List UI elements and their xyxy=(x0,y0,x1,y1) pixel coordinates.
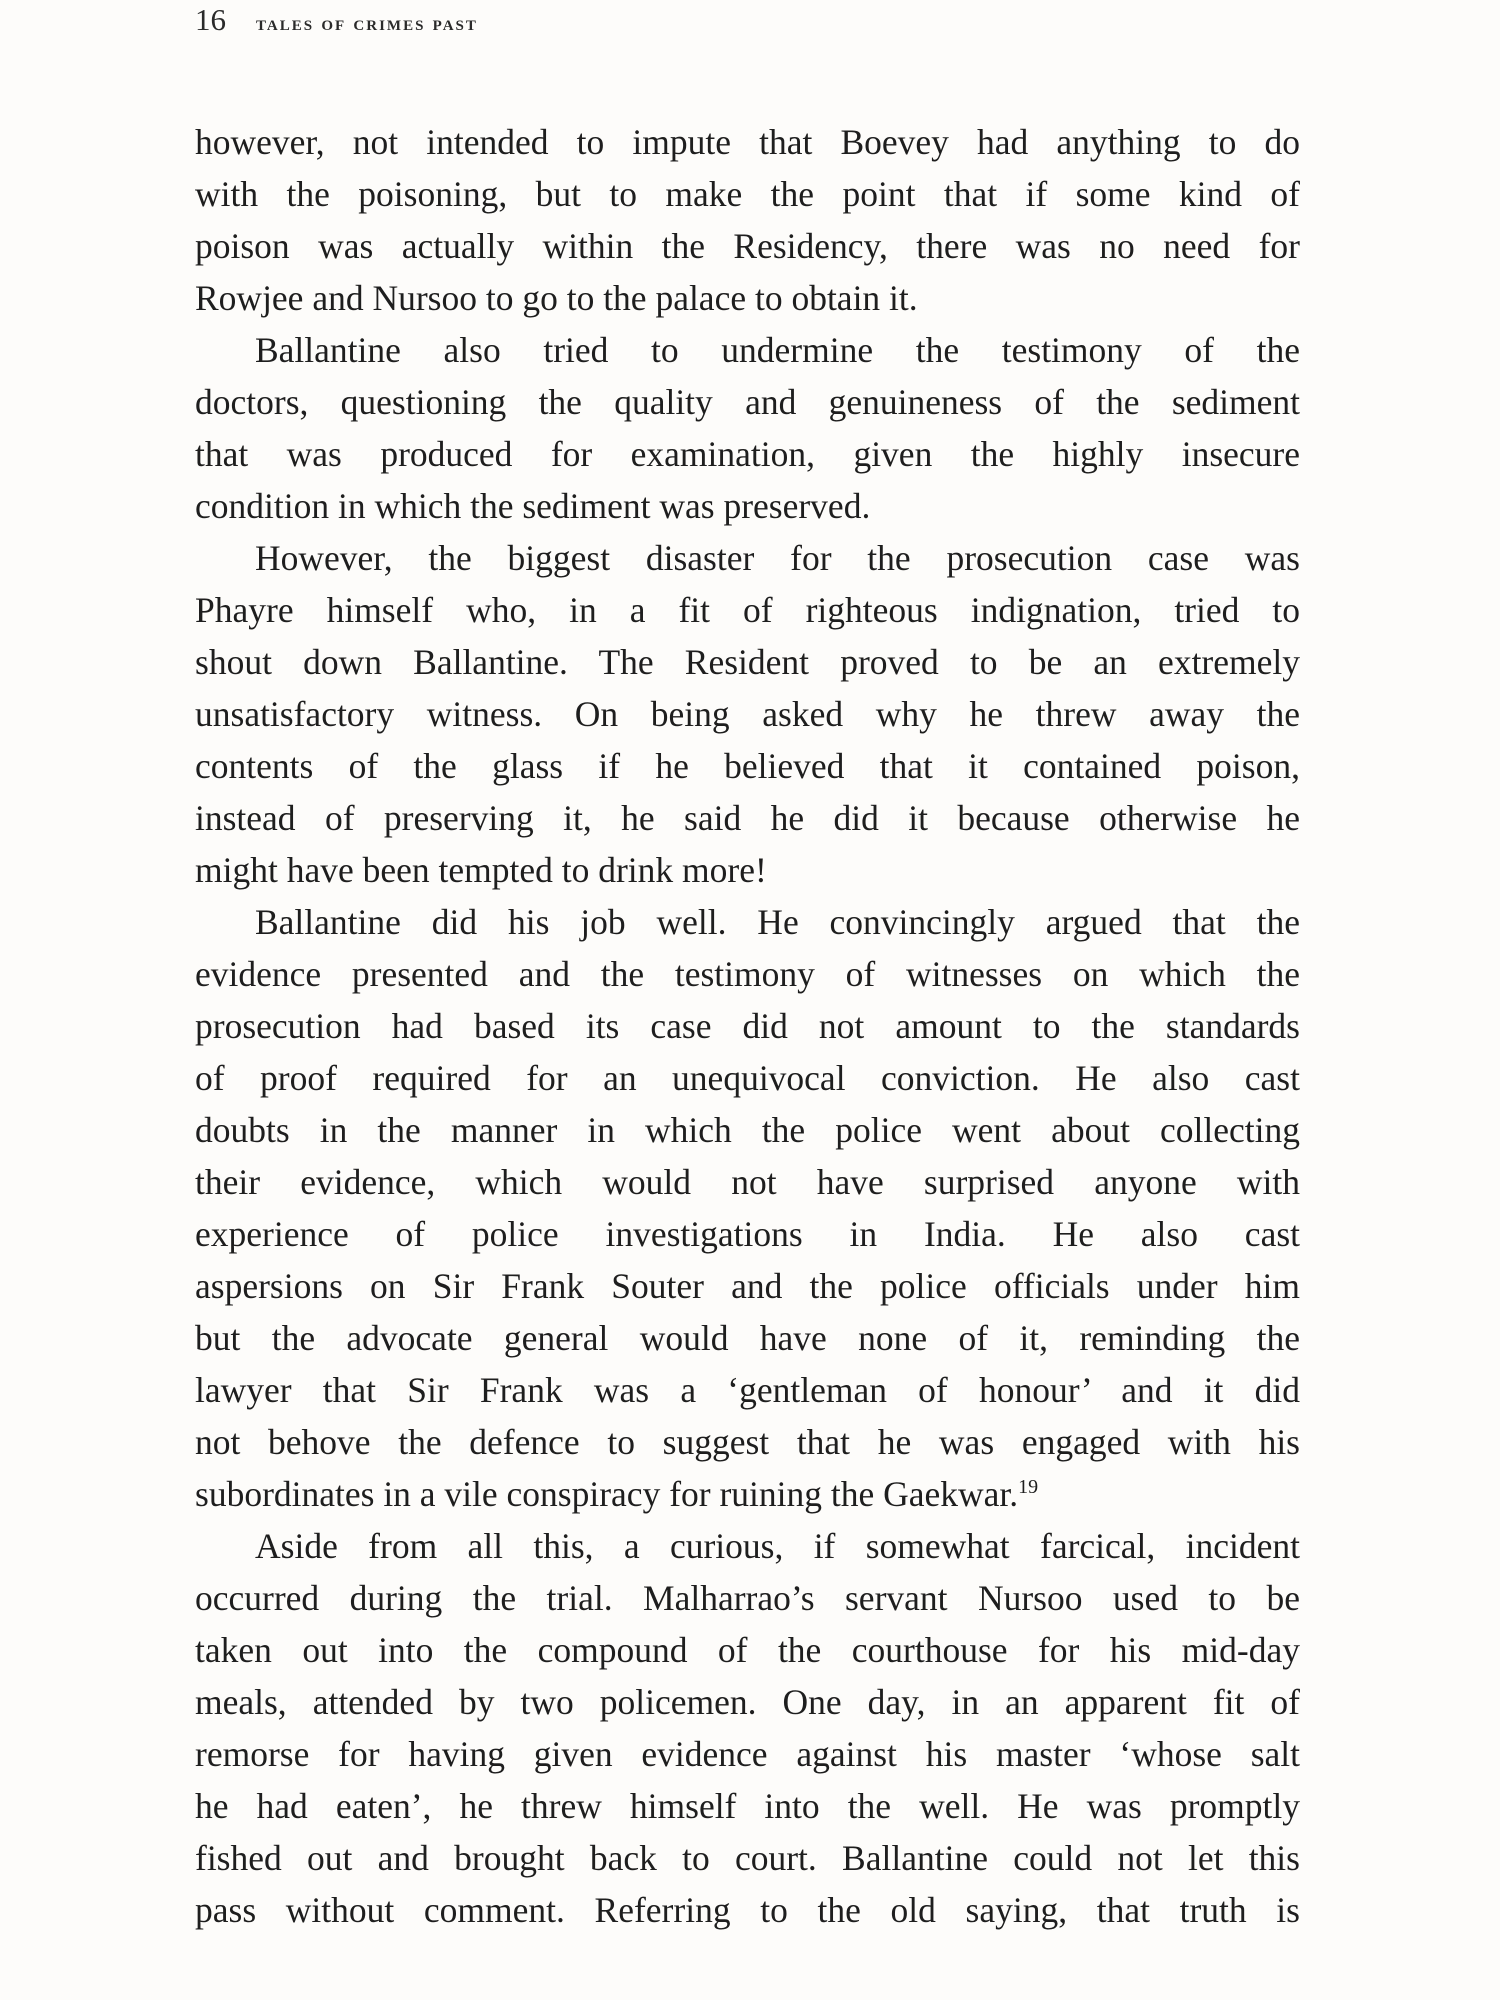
text-line: unsatisfactory witness. On being asked why he threw away the xyxy=(195,694,1300,734)
running-title: tales of crimes past xyxy=(256,11,478,35)
text-line: poison was actually within the Residency, there was no need for xyxy=(195,226,1300,266)
text-line: taken out into the compound of the courthouse for his mid-day xyxy=(195,1630,1300,1670)
paragraph-2 xyxy=(195,324,1300,532)
text-line-with-footnote xyxy=(195,1468,1300,1520)
text-line: with the poisoning, but to make the point that if some kind of xyxy=(195,174,1300,214)
text-line: that was produced for examination, given the highly insecure xyxy=(195,434,1300,474)
paragraph-5 xyxy=(195,1520,1300,1936)
text-line: meals, attended by two policemen. One day, in an apparent fit of xyxy=(195,1682,1300,1722)
text-line: contents of the glass if he believed that it contained poison, xyxy=(195,746,1300,786)
text-line: Aside from all this, a curious, if somewhat farcical, incident xyxy=(255,1526,1300,1566)
text-line: occurred during the trial. Malharrao’s servant Nursoo used to be xyxy=(195,1578,1300,1618)
text-line: their evidence, which would not have surprised anyone with xyxy=(195,1162,1300,1202)
body-text xyxy=(195,116,1300,1936)
text-line: fished out and brought back to court. Ballantine could not let this xyxy=(195,1838,1300,1878)
text-line: doctors, questioning the quality and genuineness of the sediment xyxy=(195,382,1300,422)
text-line: Ballantine did his job well. He convincingly argued that the xyxy=(255,902,1300,942)
text-line: experience of police investigations in India. He also cast xyxy=(195,1214,1300,1254)
text-line: of proof required for an unequivocal conviction. He also cast xyxy=(195,1058,1300,1098)
text-line: pass without comment. Referring to the old saying, that truth is xyxy=(195,1890,1300,1930)
text-line: aspersions on Sir Frank Souter and the police officials under him xyxy=(195,1266,1300,1306)
text-line: Ballantine also tried to undermine the testimony of the xyxy=(255,330,1300,370)
text-line: prosecution had based its case did not amount to the standards xyxy=(195,1006,1300,1046)
page-number: 16 xyxy=(195,2,226,37)
page-header xyxy=(195,2,478,46)
paragraph-4 xyxy=(195,896,1300,1520)
text-line: remorse for having given evidence against his master ‘whose salt xyxy=(195,1734,1300,1774)
text-line: instead of preserving it, he said he did it because otherwise he xyxy=(195,798,1300,838)
text-line: However, the biggest disaster for the prosecution case was xyxy=(255,538,1300,578)
paragraph-1 xyxy=(195,116,1300,324)
footnote-reference[interactable]: 19 xyxy=(1018,1476,1039,1499)
text-line: Phayre himself who, in a fit of righteous indignation, tried to xyxy=(195,590,1300,630)
text-line: condition in which the sediment was preserved. xyxy=(195,486,871,526)
paragraph-3 xyxy=(195,532,1300,896)
text-line: might have been tempted to drink more! xyxy=(195,850,767,890)
text-line: however, not intended to impute that Boevey had anything to do xyxy=(195,122,1300,162)
text-line: subordinates in a vile conspiracy for ruining the Gaekwar. xyxy=(195,1474,1019,1514)
text-line: but the advocate general would have none of it, reminding the xyxy=(195,1318,1300,1358)
text-line: lawyer that Sir Frank was a ‘gentleman of honour’ and it did xyxy=(195,1370,1300,1410)
text-line: he had eaten’, he threw himself into the well. He was promptly xyxy=(195,1786,1300,1826)
text-line: evidence presented and the testimony of witnesses on which the xyxy=(195,954,1300,994)
text-line: shout down Ballantine. The Resident proved to be an extremely xyxy=(195,642,1300,682)
text-line: not behove the defence to suggest that he was engaged with his xyxy=(195,1422,1300,1462)
text-line: Rowjee and Nursoo to go to the palace to obtain it. xyxy=(195,278,918,318)
text-line: doubts in the manner in which the police went about collecting xyxy=(195,1110,1300,1150)
